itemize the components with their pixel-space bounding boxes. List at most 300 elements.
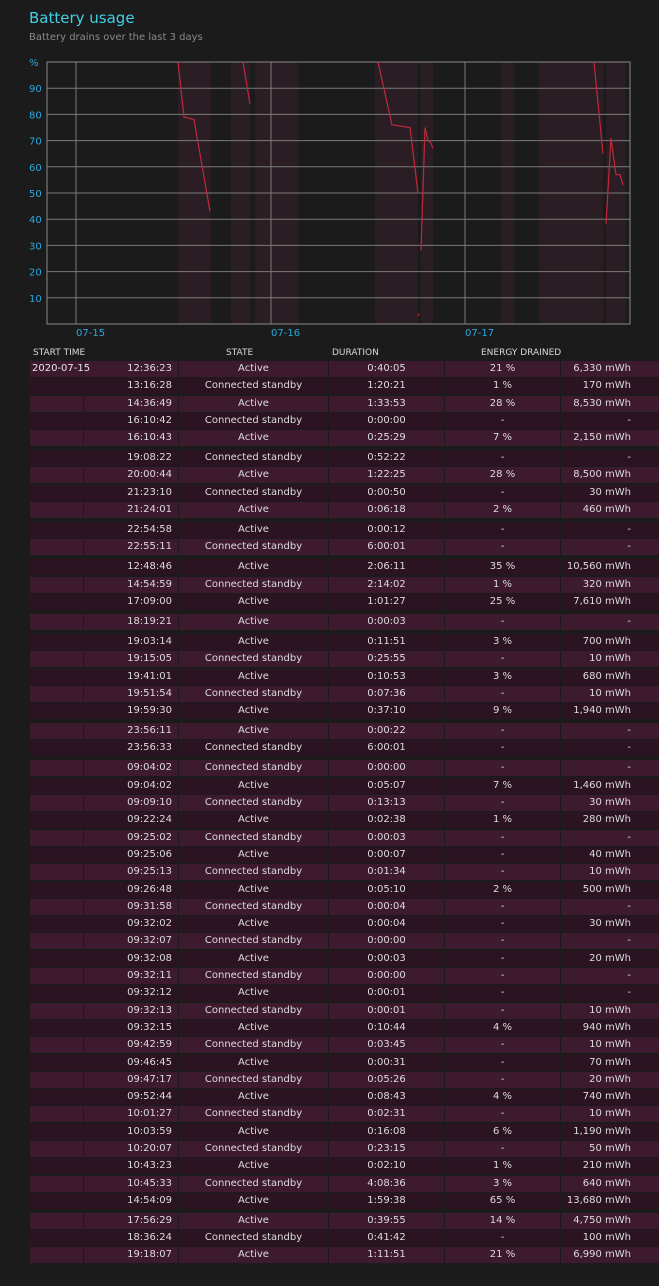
duration-cell: 0:00:00 — [329, 933, 445, 949]
percent-drained-cell: 35 % — [445, 559, 561, 575]
energy-drained-cell: - — [627, 725, 631, 737]
y-tick-label: 70 — [29, 136, 42, 148]
duration-cell: 0:13:13 — [329, 795, 445, 811]
header-energy-drained: ENERGY DRAINED — [481, 348, 562, 358]
percent-drained-cell: - — [445, 1230, 561, 1246]
energy-drained-cell: 280 mWh — [582, 814, 631, 826]
start-date-cell — [30, 450, 84, 466]
header-start-time: START TIME — [33, 348, 86, 358]
energy-drained-cell: 6,990 mWh — [573, 1249, 631, 1261]
start-time-cell: 13:16:28 — [84, 378, 179, 394]
percent-drained-cell: - — [445, 795, 561, 811]
energy-drained-cell: - — [627, 414, 631, 426]
start-date-cell — [30, 933, 84, 949]
state-cell: Connected standby — [179, 760, 329, 776]
table-row — [30, 1089, 659, 1105]
percent-drained-cell: - — [445, 539, 561, 555]
table-row — [30, 396, 659, 412]
percent-drained-cell: - — [445, 864, 561, 880]
table-row — [30, 760, 659, 776]
table-row — [30, 594, 659, 610]
energy-drained-cell: 10 mWh — [589, 1004, 631, 1016]
start-date-cell — [30, 1213, 84, 1229]
percent-drained-cell: 3 % — [445, 669, 561, 685]
start-date-cell — [30, 686, 84, 702]
duration-cell: 0:00:00 — [329, 968, 445, 984]
table-row — [30, 361, 659, 377]
table-row — [30, 413, 659, 429]
start-time-cell: 21:23:10 — [84, 485, 179, 501]
percent-drained-cell: 3 % — [445, 1176, 561, 1192]
energy-drained-cell: 20 mWh — [589, 1073, 631, 1085]
state-cell: Active — [179, 916, 329, 932]
energy-drained-cell: 8,500 mWh — [573, 469, 631, 481]
duration-cell: 0:11:51 — [329, 634, 445, 650]
start-date-cell — [30, 502, 84, 518]
duration-cell: 0:40:05 — [329, 361, 445, 377]
duration-cell: 0:00:04 — [329, 916, 445, 932]
energy-drained-cell: 460 mWh — [582, 504, 631, 516]
energy-drained-cell: 100 mWh — [582, 1232, 631, 1244]
start-time-cell: 10:43:23 — [84, 1158, 179, 1174]
table-row — [30, 740, 659, 756]
duration-cell: 4:08:36 — [329, 1176, 445, 1192]
percent-drained-cell: - — [445, 614, 561, 630]
energy-drained-cell: 1,940 mWh — [573, 705, 631, 717]
percent-drained-cell: 65 % — [445, 1193, 561, 1209]
state-cell: Active — [179, 703, 329, 719]
energy-drained-cell: 640 mWh — [582, 1177, 631, 1189]
percent-drained-cell: 28 % — [445, 467, 561, 483]
percent-drained-cell: - — [445, 413, 561, 429]
percent-drained-cell: 1 % — [445, 812, 561, 828]
start-date-cell — [30, 413, 84, 429]
duration-cell: 0:23:15 — [329, 1141, 445, 1157]
table-row — [30, 1158, 659, 1174]
energy-drained-cell: 2,150 mWh — [573, 432, 631, 444]
table-row — [30, 1072, 659, 1088]
table-row — [30, 723, 659, 739]
start-date-cell — [30, 968, 84, 984]
duration-cell: 1:01:27 — [329, 594, 445, 610]
start-time-cell: 09:52:44 — [84, 1089, 179, 1105]
duration-cell: 0:05:10 — [329, 882, 445, 898]
start-date-cell — [30, 778, 84, 794]
start-time-cell: 16:10:42 — [84, 413, 179, 429]
table-header — [0, 346, 647, 360]
table-row — [30, 778, 659, 794]
percent-drained-cell: 28 % — [445, 396, 561, 412]
start-date-cell — [30, 594, 84, 610]
state-cell: Connected standby — [179, 1176, 329, 1192]
table-row — [30, 669, 659, 685]
duration-cell: 6:00:01 — [329, 539, 445, 555]
start-date-cell — [30, 723, 84, 739]
duration-cell: 2:06:11 — [329, 559, 445, 575]
start-date-cell — [30, 1247, 84, 1263]
table-row — [30, 1193, 659, 1209]
start-date-cell — [30, 899, 84, 915]
state-cell: Active — [179, 522, 329, 538]
state-cell: Active — [179, 594, 329, 610]
start-date-cell — [30, 1003, 84, 1019]
table-row — [30, 1106, 659, 1122]
energy-drained-cell: 10 mWh — [589, 687, 631, 699]
table-row — [30, 812, 659, 828]
percent-drained-cell: - — [445, 1003, 561, 1019]
duration-cell: 0:25:29 — [329, 430, 445, 446]
percent-drained-cell: 7 % — [445, 430, 561, 446]
start-date-cell — [30, 651, 84, 667]
start-date-cell — [30, 951, 84, 967]
start-time-cell: 09:42:59 — [84, 1037, 179, 1053]
start-date-cell — [30, 864, 84, 880]
state-cell: Active — [179, 614, 329, 630]
start-date-cell — [30, 485, 84, 501]
state-cell: Connected standby — [179, 1106, 329, 1122]
table-row — [30, 985, 659, 1001]
percent-drained-cell: - — [445, 723, 561, 739]
duration-cell: 0:00:31 — [329, 1055, 445, 1071]
start-time-cell: 17:56:29 — [84, 1213, 179, 1229]
start-date-cell — [30, 614, 84, 630]
start-time-cell: 18:19:21 — [84, 614, 179, 630]
state-cell: Connected standby — [179, 899, 329, 915]
duration-cell: 0:25:55 — [329, 651, 445, 667]
start-date-cell — [30, 1141, 84, 1157]
table-row — [30, 899, 659, 915]
table-row — [30, 916, 659, 932]
state-cell: Active — [179, 1124, 329, 1140]
state-cell: Active — [179, 1020, 329, 1036]
percent-drained-cell: 4 % — [445, 1089, 561, 1105]
energy-drained-cell: 10,560 mWh — [566, 561, 631, 573]
percent-drained-cell: - — [445, 1141, 561, 1157]
start-time-cell: 09:32:13 — [84, 1003, 179, 1019]
percent-drained-cell: 2 % — [445, 502, 561, 518]
percent-drained-cell: 7 % — [445, 778, 561, 794]
start-time-cell: 09:22:24 — [84, 812, 179, 828]
y-tick-label: 20 — [29, 267, 42, 279]
start-time-cell: 19:51:54 — [84, 686, 179, 702]
duration-cell: 1:20:21 — [329, 378, 445, 394]
duration-cell: 0:00:03 — [329, 951, 445, 967]
start-time-cell: 19:08:22 — [84, 450, 179, 466]
energy-drained-cell: 10 mWh — [589, 653, 631, 665]
header-state: STATE — [226, 348, 254, 358]
table-row — [30, 485, 659, 501]
state-cell: Active — [179, 1213, 329, 1229]
battery-series-segment-4 — [418, 314, 419, 317]
state-cell: Active — [179, 847, 329, 863]
table-row — [30, 1020, 659, 1036]
start-time-cell: 19:03:14 — [84, 634, 179, 650]
start-time-cell: 12:48:46 — [84, 559, 179, 575]
state-cell: Active — [179, 723, 329, 739]
start-date-cell — [30, 1072, 84, 1088]
page-subtitle: Battery drains over the last 3 days — [29, 32, 203, 43]
start-time-cell: 16:10:43 — [84, 430, 179, 446]
energy-drained-cell: 210 mWh — [582, 1160, 631, 1172]
percent-drained-cell: - — [445, 1037, 561, 1053]
energy-drained-cell: 30 mWh — [589, 486, 631, 498]
start-date-cell — [30, 830, 84, 846]
percent-drained-cell: - — [445, 651, 561, 667]
start-date-cell — [30, 882, 84, 898]
page-title: Battery usage — [29, 9, 135, 27]
start-time-cell: 09:46:45 — [84, 1055, 179, 1071]
state-cell: Active — [179, 396, 329, 412]
start-time-cell: 09:04:02 — [84, 778, 179, 794]
state-cell: Connected standby — [179, 968, 329, 984]
duration-cell: 0:00:04 — [329, 899, 445, 915]
percent-drained-cell: 21 % — [445, 361, 561, 377]
state-cell: Connected standby — [179, 864, 329, 880]
energy-drained-cell: - — [627, 541, 631, 553]
table-row — [30, 577, 659, 593]
table-row — [30, 1141, 659, 1157]
state-cell: Connected standby — [179, 830, 329, 846]
energy-drained-cell: 700 mWh — [582, 635, 631, 647]
start-date-cell — [30, 430, 84, 446]
start-time-cell: 09:32:08 — [84, 951, 179, 967]
duration-cell: 0:05:07 — [329, 778, 445, 794]
start-time-cell: 10:20:07 — [84, 1141, 179, 1157]
energy-drained-cell: - — [627, 524, 631, 536]
duration-cell: 0:00:07 — [329, 847, 445, 863]
table-row — [30, 559, 659, 575]
start-date-cell — [30, 1176, 84, 1192]
table-row — [30, 467, 659, 483]
start-time-cell: 09:32:12 — [84, 985, 179, 1001]
start-time-cell: 09:25:06 — [84, 847, 179, 863]
percent-drained-cell: 14 % — [445, 1213, 561, 1229]
start-date-cell — [30, 985, 84, 1001]
duration-cell: 0:00:12 — [329, 522, 445, 538]
state-cell: Connected standby — [179, 1141, 329, 1157]
start-date-cell — [30, 1106, 84, 1122]
state-cell: Active — [179, 361, 329, 377]
energy-drained-cell: - — [627, 762, 631, 774]
percent-drained-cell: 1 % — [445, 1158, 561, 1174]
percent-drained-cell: - — [445, 760, 561, 776]
percent-drained-cell: 6 % — [445, 1124, 561, 1140]
percent-drained-cell: - — [445, 485, 561, 501]
start-time-cell: 14:54:59 — [84, 577, 179, 593]
state-cell: Connected standby — [179, 485, 329, 501]
energy-drained-cell: 4,750 mWh — [573, 1214, 631, 1226]
start-time-cell: 09:09:10 — [84, 795, 179, 811]
start-time-cell: 10:03:59 — [84, 1124, 179, 1140]
duration-cell: 0:00:03 — [329, 614, 445, 630]
energy-drained-cell: 740 mWh — [582, 1091, 631, 1103]
table-row — [30, 502, 659, 518]
table-row — [30, 864, 659, 880]
duration-cell: 1:59:38 — [329, 1193, 445, 1209]
state-cell: Active — [179, 634, 329, 650]
table-row — [30, 634, 659, 650]
table-row — [30, 847, 659, 863]
percent-drained-cell: - — [445, 1106, 561, 1122]
start-date-cell — [30, 669, 84, 685]
table-row — [30, 539, 659, 555]
start-time-cell: 12:36:23 — [84, 361, 179, 377]
battery-usage-table — [30, 361, 659, 1265]
x-tick-label: 07-17 — [465, 328, 495, 339]
start-time-cell: 09:25:13 — [84, 864, 179, 880]
state-cell: Active — [179, 1158, 329, 1174]
percent-drained-cell: 25 % — [445, 594, 561, 610]
start-date-cell — [30, 467, 84, 483]
start-time-cell: 14:54:09 — [84, 1193, 179, 1209]
start-date-cell — [30, 1037, 84, 1053]
energy-drained-cell: - — [627, 742, 631, 754]
percent-drained-cell: 3 % — [445, 634, 561, 650]
state-cell: Active — [179, 778, 329, 794]
state-cell: Active — [179, 882, 329, 898]
percent-drained-cell: - — [445, 740, 561, 756]
energy-drained-cell: 20 mWh — [589, 952, 631, 964]
table-row — [30, 430, 659, 446]
duration-cell: 2:14:02 — [329, 577, 445, 593]
energy-drained-cell: - — [627, 900, 631, 912]
duration-cell: 0:00:00 — [329, 413, 445, 429]
energy-drained-cell: 30 mWh — [589, 918, 631, 930]
table-row — [30, 933, 659, 949]
start-time-cell: 09:32:02 — [84, 916, 179, 932]
duration-cell: 0:10:53 — [329, 669, 445, 685]
state-cell: Connected standby — [179, 933, 329, 949]
start-date-cell — [30, 1158, 84, 1174]
duration-cell: 0:01:34 — [329, 864, 445, 880]
start-time-cell: 09:32:07 — [84, 933, 179, 949]
start-time-cell: 09:26:48 — [84, 882, 179, 898]
energy-drained-cell: 50 mWh — [589, 1142, 631, 1154]
state-cell: Connected standby — [179, 651, 329, 667]
start-time-cell: 23:56:33 — [84, 740, 179, 756]
battery-drain-chart — [0, 50, 647, 342]
table-row — [30, 1003, 659, 1019]
energy-drained-cell: - — [627, 935, 631, 947]
energy-drained-cell: 680 mWh — [582, 670, 631, 682]
start-time-cell: 19:59:30 — [84, 703, 179, 719]
table-row — [30, 1213, 659, 1229]
start-time-cell: 22:54:58 — [84, 522, 179, 538]
percent-drained-cell: - — [445, 916, 561, 932]
state-cell: Connected standby — [179, 1072, 329, 1088]
table-row — [30, 830, 659, 846]
start-date-cell — [30, 378, 84, 394]
duration-cell: 0:00:00 — [329, 760, 445, 776]
state-cell: Active — [179, 559, 329, 575]
percent-drained-cell: - — [445, 933, 561, 949]
duration-cell: 0:08:43 — [329, 1089, 445, 1105]
table-row — [30, 614, 659, 630]
x-tick-label: 07-16 — [271, 328, 301, 339]
energy-drained-cell: 10 mWh — [589, 1108, 631, 1120]
energy-drained-cell: 940 mWh — [582, 1021, 631, 1033]
y-tick-label: 60 — [29, 162, 42, 174]
table-row — [30, 882, 659, 898]
start-date-cell — [30, 1089, 84, 1105]
y-tick-label: 90 — [29, 84, 42, 96]
y-axis-ticks — [29, 58, 42, 305]
y-tick-label: 10 — [29, 293, 42, 305]
energy-drained-cell: 13,680 mWh — [566, 1194, 631, 1206]
start-time-cell: 23:56:11 — [84, 723, 179, 739]
percent-drained-cell: - — [445, 1055, 561, 1071]
duration-cell: 1:33:53 — [329, 396, 445, 412]
state-cell: Connected standby — [179, 686, 329, 702]
percent-drained-cell: - — [445, 968, 561, 984]
start-date-cell — [30, 1124, 84, 1140]
duration-cell: 0:05:26 — [329, 1072, 445, 1088]
start-date-cell — [30, 1055, 84, 1071]
energy-drained-cell: 6,330 mWh — [573, 363, 631, 374]
percent-drained-cell: - — [445, 830, 561, 846]
state-cell: Active — [179, 1247, 329, 1263]
percent-drained-cell: 21 % — [445, 1247, 561, 1263]
y-tick-label: % — [29, 58, 39, 69]
start-date-cell — [30, 847, 84, 863]
percent-drained-cell: 1 % — [445, 577, 561, 593]
percent-drained-cell: - — [445, 899, 561, 915]
state-cell: Active — [179, 812, 329, 828]
percent-drained-cell: 4 % — [445, 1020, 561, 1036]
y-tick-label: 50 — [29, 189, 42, 200]
state-cell: Active — [179, 669, 329, 685]
energy-drained-cell: - — [627, 970, 631, 982]
start-time-cell: 09:32:11 — [84, 968, 179, 984]
state-cell: Active — [179, 502, 329, 518]
table-row — [30, 651, 659, 667]
percent-drained-cell: - — [445, 951, 561, 967]
table-row — [30, 450, 659, 466]
duration-cell: 0:07:36 — [329, 686, 445, 702]
percent-drained-cell: - — [445, 522, 561, 538]
duration-cell: 0:37:10 — [329, 703, 445, 719]
energy-drained-cell: - — [627, 987, 631, 999]
start-time-cell: 09:32:15 — [84, 1020, 179, 1036]
percent-drained-cell: 9 % — [445, 703, 561, 719]
state-cell: Active — [179, 430, 329, 446]
duration-cell: 0:02:31 — [329, 1106, 445, 1122]
energy-drained-cell: - — [627, 831, 631, 843]
energy-drained-cell: 500 mWh — [582, 883, 631, 895]
state-cell: Active — [179, 985, 329, 1001]
start-date-cell: 2020-07-15 — [30, 361, 84, 377]
start-time-cell: 19:41:01 — [84, 669, 179, 685]
start-date-cell — [30, 1193, 84, 1209]
start-date-cell — [30, 539, 84, 555]
duration-cell: 0:16:08 — [329, 1124, 445, 1140]
energy-drained-cell: 8,530 mWh — [573, 397, 631, 409]
start-time-cell: 21:24:01 — [84, 502, 179, 518]
duration-cell: 0:00:01 — [329, 985, 445, 1001]
duration-cell: 0:10:44 — [329, 1020, 445, 1036]
start-date-cell — [30, 740, 84, 756]
state-cell: Connected standby — [179, 1003, 329, 1019]
start-date-cell — [30, 812, 84, 828]
table-row — [30, 795, 659, 811]
start-time-cell: 09:47:17 — [84, 1072, 179, 1088]
start-date-cell — [30, 559, 84, 575]
duration-cell: 0:02:10 — [329, 1158, 445, 1174]
table-row — [30, 703, 659, 719]
table-row — [30, 968, 659, 984]
table-row — [30, 1124, 659, 1140]
start-time-cell: 18:36:24 — [84, 1230, 179, 1246]
